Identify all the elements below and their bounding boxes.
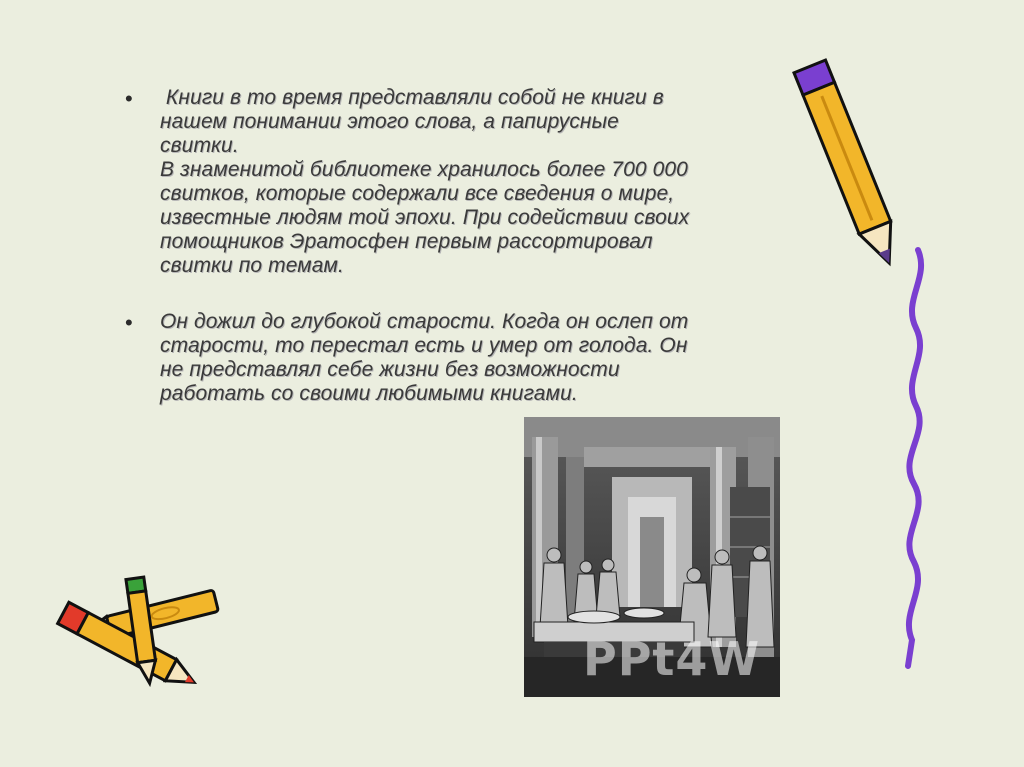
text-line: старости, то перестал есть и умер от голода. Он — [160, 334, 688, 357]
crossed-pencils-icon — [48, 572, 238, 702]
text-line: не представлял себе жизни без возможности — [160, 358, 620, 381]
text-line: работать со своими любимыми книгами. — [160, 382, 578, 405]
pencil-with-squiggle-icon — [790, 38, 940, 678]
bullet-text — [160, 86, 775, 278]
image-watermark: PPt4W — [583, 632, 761, 686]
text-line: Книги в то время представляли собой не книги в — [160, 86, 664, 109]
text-line: нашем понимании этого слова, а папирусные — [160, 110, 619, 133]
text-line: свитки по темам. — [160, 254, 344, 277]
text-line: известные людям той эпохи. При содействии своих — [160, 206, 690, 229]
text-line: В знаменитой библиотеке хранилось более 700 000 — [160, 158, 688, 181]
text-line: свитки. — [160, 134, 239, 157]
text-line: свитков, которые содержали все сведения о мире, — [160, 182, 675, 205]
bullet-marker: • — [125, 86, 133, 111]
bullet-item-1 — [125, 86, 775, 278]
text-line: Он дожил до глубокой старости. Когда он ослеп от — [160, 310, 689, 333]
bullet-item-2 — [125, 310, 775, 406]
bullet-text — [160, 310, 775, 406]
bullet-marker: • — [125, 310, 133, 335]
bullet-list — [125, 86, 775, 438]
text-line: помощников Эратосфен первым рассортировал — [160, 230, 653, 253]
